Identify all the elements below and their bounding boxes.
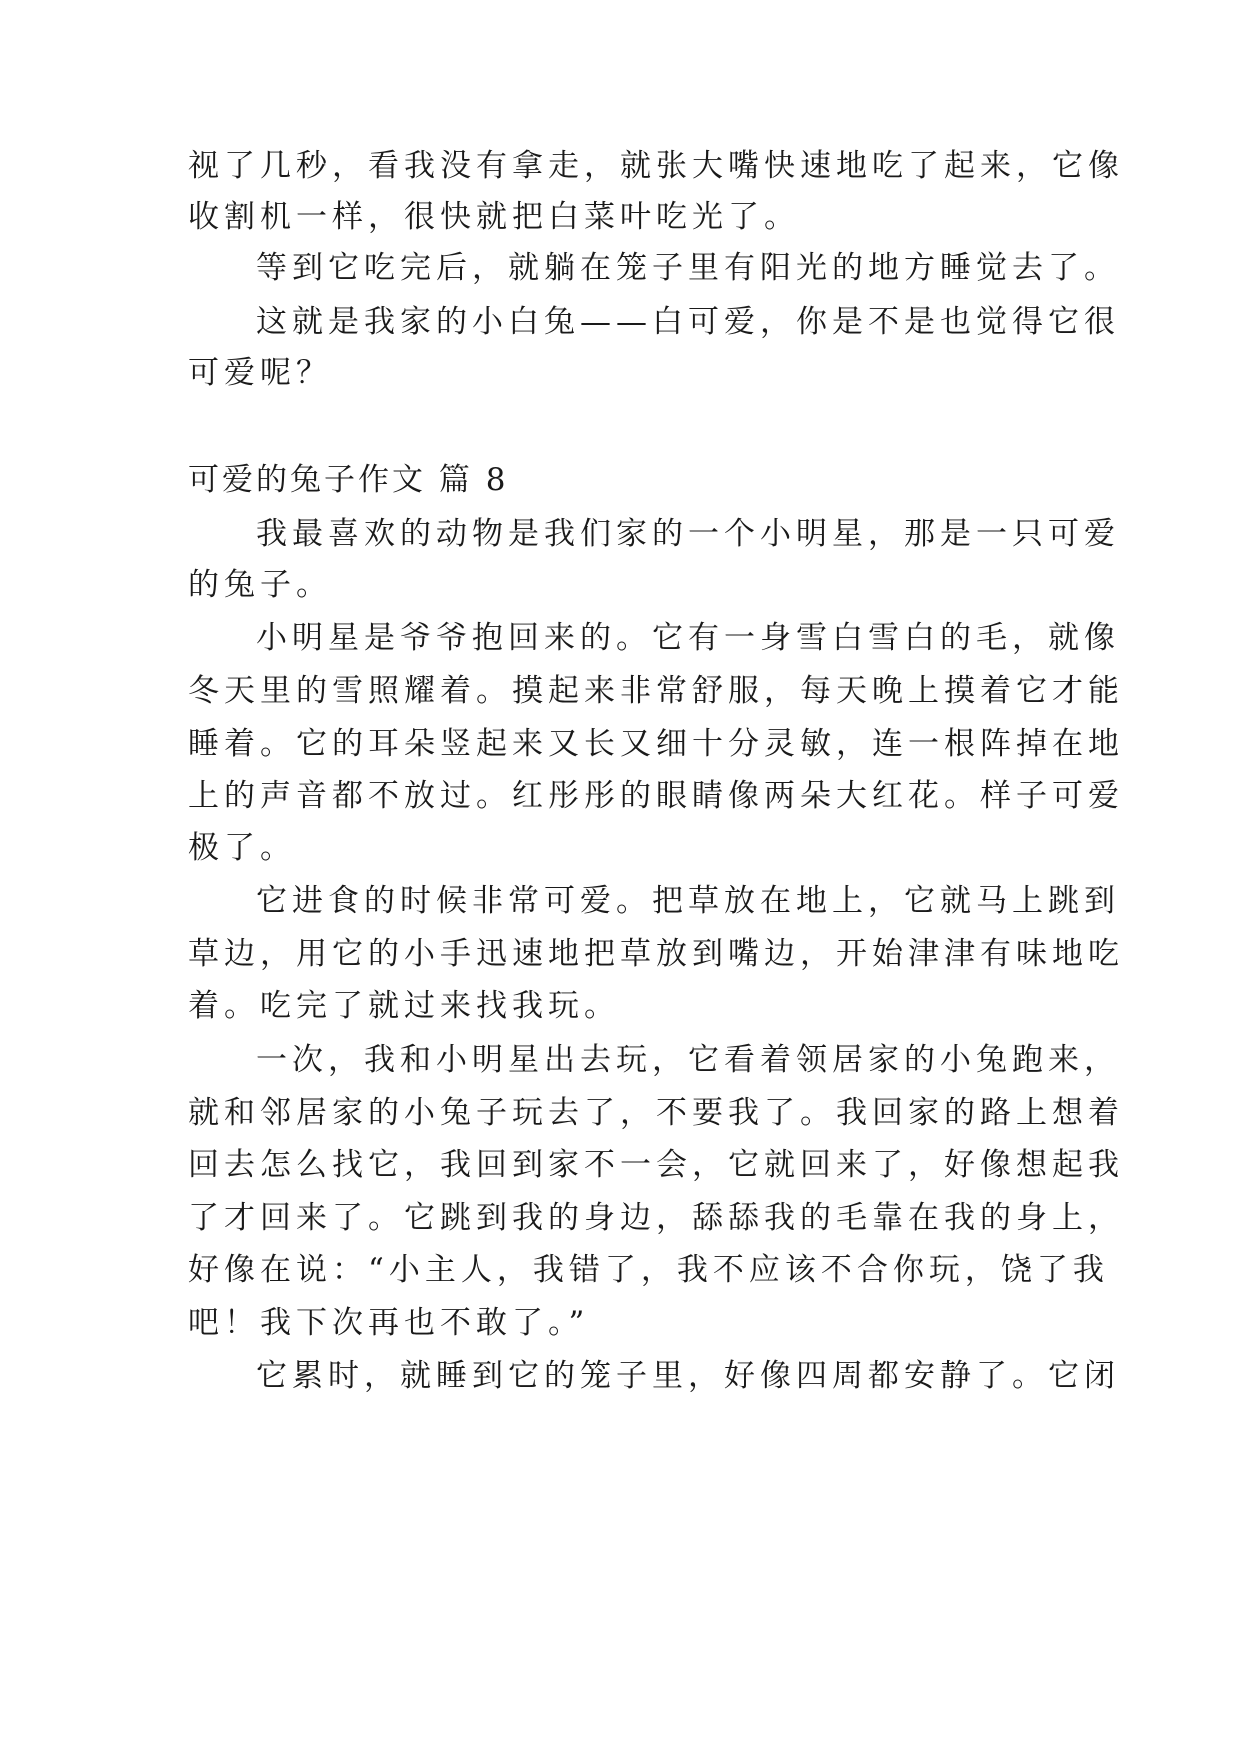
paragraph-start-line: 我最喜欢的动物是我们家的一个小明星，那是一只可爱 bbox=[256, 516, 1120, 552]
text-line: 睡着。它的耳朵竖起来又长又细十分灵敏，连一根阵掉在地 bbox=[188, 726, 1124, 762]
text-line: 着。吃完了就过来找我玩。 bbox=[188, 988, 620, 1024]
text-line: 上的声音都不放过。红彤彤的眼睛像两朵大红花。样子可爱 bbox=[188, 778, 1124, 814]
text-line: 冬天里的雪照耀着。摸起来非常舒服，每天晚上摸着它才能 bbox=[188, 673, 1124, 709]
paragraph-start-line: 一次，我和小明星出去玩，它看着领居家的小兔跑来， bbox=[256, 1042, 1120, 1078]
text-line: 回去怎么找它，我回到家不一会，它就回来了，好像想起我 bbox=[188, 1147, 1124, 1183]
paragraph-start-line: 等到它吃完后，就躺在笼子里有阳光的地方睡觉去了。 bbox=[256, 250, 1120, 286]
text-line: 就和邻居家的小兔子玩去了，不要我了。我回家的路上想着 bbox=[188, 1095, 1124, 1131]
text-line: 可爱呢？ bbox=[188, 355, 332, 391]
text-line: 极了。 bbox=[188, 830, 296, 866]
text-line: 了才回来了。它跳到我的身边，舔舔我的毛靠在我的身上， bbox=[188, 1200, 1124, 1236]
paragraph-start-line: 它进食的时候非常可爱。把草放在地上，它就马上跳到 bbox=[256, 883, 1120, 919]
text-line: 视了几秒，看我没有拿走，就张大嘴快速地吃了起来，它像 bbox=[188, 148, 1124, 184]
paragraph-start-line: 这就是我家的小白兔——白可爱，你是不是也觉得它很 bbox=[256, 304, 1120, 340]
paragraph-start-line: 小明星是爷爷抱回来的。它有一身雪白雪白的毛，就像 bbox=[256, 620, 1120, 656]
paragraph-start-line: 它累时，就睡到它的笼子里，好像四周都安静了。它闭 bbox=[256, 1358, 1120, 1394]
text-line: 草边，用它的小手迅速地把草放到嘴边，开始津津有味地吃 bbox=[188, 936, 1124, 972]
text-line: 收割机一样，很快就把白菜叶吃光了。 bbox=[188, 199, 800, 235]
text-line: 吧！我下次再也不敢了。” bbox=[188, 1305, 590, 1341]
text-line: 好像在说：“小主人，我错了，我不应该不合你玩，饶了我 bbox=[188, 1252, 1109, 1288]
section-title: 可爱的兔子作文 篇 8 bbox=[188, 462, 509, 498]
text-line: 的兔子。 bbox=[188, 567, 332, 603]
